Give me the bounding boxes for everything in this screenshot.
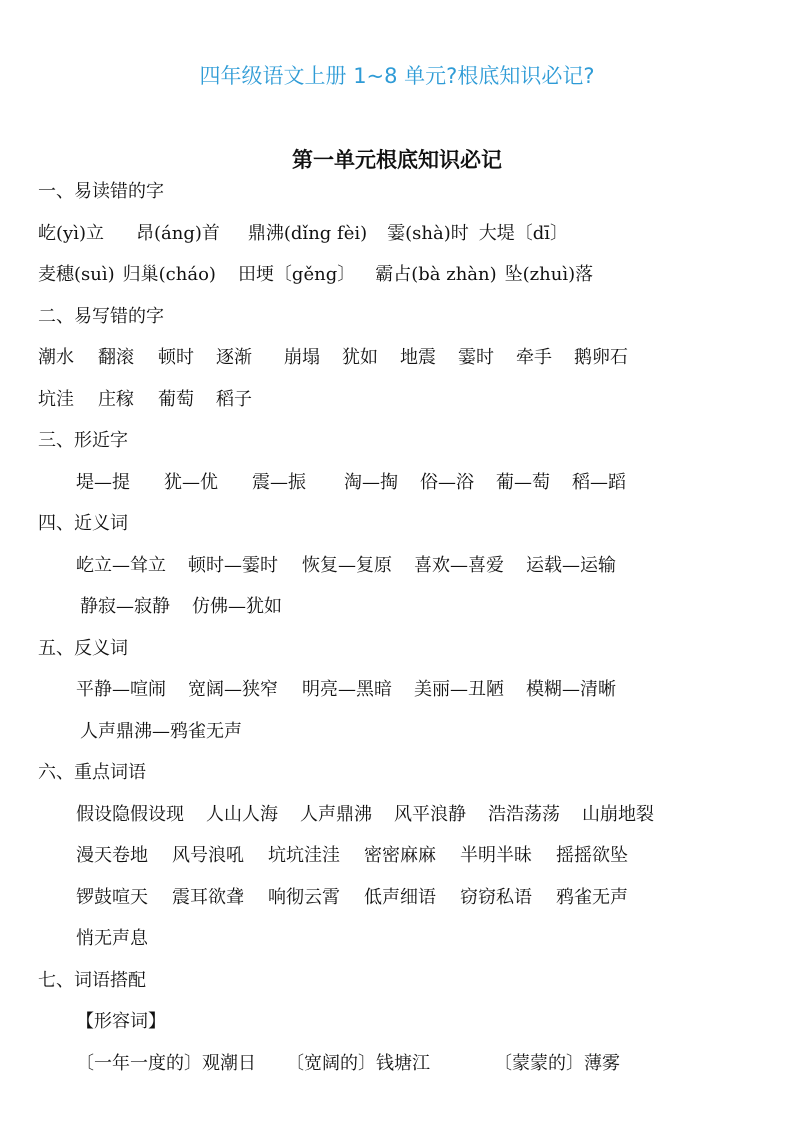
word-pair: 喜欢—喜爱	[414, 555, 504, 576]
word-pair: 静寂—寂静	[80, 596, 170, 617]
document-title: 四年级语文上册 1~8 单元?根底知识必记?	[199, 64, 595, 88]
word-pair: 犹—优	[164, 472, 218, 493]
word-pair: 俗—浴	[420, 472, 474, 493]
idiom: 假设隐假设现	[76, 804, 184, 825]
content-line	[80, 720, 262, 744]
content-line	[38, 346, 648, 370]
word-pair: 葡—萄	[496, 472, 550, 493]
word-pair: 震—振	[252, 472, 306, 493]
subsection-label: 【形容词】	[76, 1011, 166, 1032]
word-item: 顿时	[158, 347, 194, 368]
word-item: 霎(shà)时	[387, 223, 469, 244]
idiom: 震耳欲聋	[172, 887, 244, 908]
section-heading: 六、重点词语	[38, 762, 146, 783]
idiom: 风平浪静	[394, 804, 466, 825]
word-pair: 美丽—丑陋	[414, 679, 504, 700]
word-item: 稻子	[216, 389, 252, 410]
word-pair: 运载—运输	[526, 555, 616, 576]
content-line	[38, 222, 588, 246]
word-pair: 平静—喧闹	[76, 679, 166, 700]
word-pair: 人声鼎沸—鸦雀无声	[80, 721, 242, 742]
section-heading: 七、词语搭配	[38, 970, 146, 991]
content-line	[76, 844, 648, 868]
word-item: 牵手	[516, 347, 552, 368]
idiom: 浩浩荡荡	[488, 804, 560, 825]
section-heading: 四、近义词	[38, 513, 128, 534]
content-line	[38, 263, 613, 287]
idiom: 鸦雀无声	[556, 887, 628, 908]
idiom: 坑坑洼洼	[268, 845, 340, 866]
word-item: 坑洼	[38, 389, 74, 410]
word-pair: 仿佛—犹如	[192, 596, 282, 617]
idiom: 锣鼓喧天	[76, 887, 148, 908]
idiom: 人山人海	[206, 804, 278, 825]
unit-title: 第一单元根底知识必记	[292, 147, 502, 172]
content-line	[76, 471, 646, 495]
idiom: 半明半昧	[460, 845, 532, 866]
word-pair: 屹立—耸立	[76, 555, 166, 576]
idiom: 人声鼎沸	[300, 804, 372, 825]
word-pair: 堤—提	[76, 472, 130, 493]
word-pair: 顿时—霎时	[188, 555, 278, 576]
word-item: 屹(yì)立	[38, 223, 104, 244]
content-line	[76, 886, 648, 910]
idiom: 低声细语	[364, 887, 436, 908]
word-item: 地震	[400, 347, 436, 368]
section-heading: 二、易写错的字	[38, 306, 164, 327]
collocation: 〔宽阔的〕钱塘江	[286, 1053, 430, 1074]
word-item: 坠(zhuì)落	[504, 264, 594, 285]
idiom: 悄无声息	[76, 928, 148, 949]
word-item: 逐渐	[216, 347, 252, 368]
word-item: 翻滚	[98, 347, 134, 368]
section-heading: 三、形近字	[38, 430, 128, 451]
word-item: 鼎沸(dǐng fèi)	[247, 223, 368, 244]
word-pair: 淘—掏	[344, 472, 398, 493]
word-item: 大堤〔dī〕	[478, 223, 569, 244]
word-item: 霸占(bà zhàn)	[375, 264, 497, 285]
collocation: 〔一年一度的〕观潮日	[76, 1053, 256, 1074]
idiom: 山崩地裂	[582, 804, 654, 825]
word-pair: 恢复—复原	[302, 555, 392, 576]
word-item: 归巢(cháo)	[122, 264, 216, 285]
word-item: 鹅卵石	[574, 347, 628, 368]
content-line	[76, 1052, 640, 1076]
content-line	[38, 388, 272, 412]
idiom: 窃窃私语	[460, 887, 532, 908]
content-line	[76, 927, 168, 951]
content-line	[76, 803, 674, 827]
content-line	[76, 678, 636, 702]
idiom: 风号浪吼	[172, 845, 244, 866]
word-item: 田埂〔gěng〕	[237, 264, 356, 285]
word-item: 犹如	[342, 347, 378, 368]
content-line	[80, 595, 302, 619]
section-heading: 五、反义词	[38, 638, 128, 659]
word-item: 霎时	[458, 347, 494, 368]
word-pair: 明亮—黑暗	[302, 679, 392, 700]
word-item: 葡萄	[158, 389, 194, 410]
word-item: 崩塌	[284, 347, 320, 368]
idiom: 摇摇欲坠	[556, 845, 628, 866]
idiom: 密密麻麻	[364, 845, 436, 866]
word-item: 麦穗(suì)	[38, 264, 115, 285]
section-heading: 一、易读错的字	[38, 181, 164, 202]
word-pair: 模糊—清晰	[526, 679, 616, 700]
word-pair: 稻—蹈	[572, 472, 626, 493]
word-item: 昂(áng)首	[135, 223, 220, 244]
content-line	[76, 554, 636, 578]
word-item: 庄稼	[98, 389, 134, 410]
collocation: 〔蒙蒙的〕薄雾	[494, 1053, 620, 1074]
idiom: 漫天卷地	[76, 845, 148, 866]
idiom: 响彻云霄	[268, 887, 340, 908]
word-item: 潮水	[38, 347, 74, 368]
word-pair: 宽阔—狭窄	[188, 679, 278, 700]
